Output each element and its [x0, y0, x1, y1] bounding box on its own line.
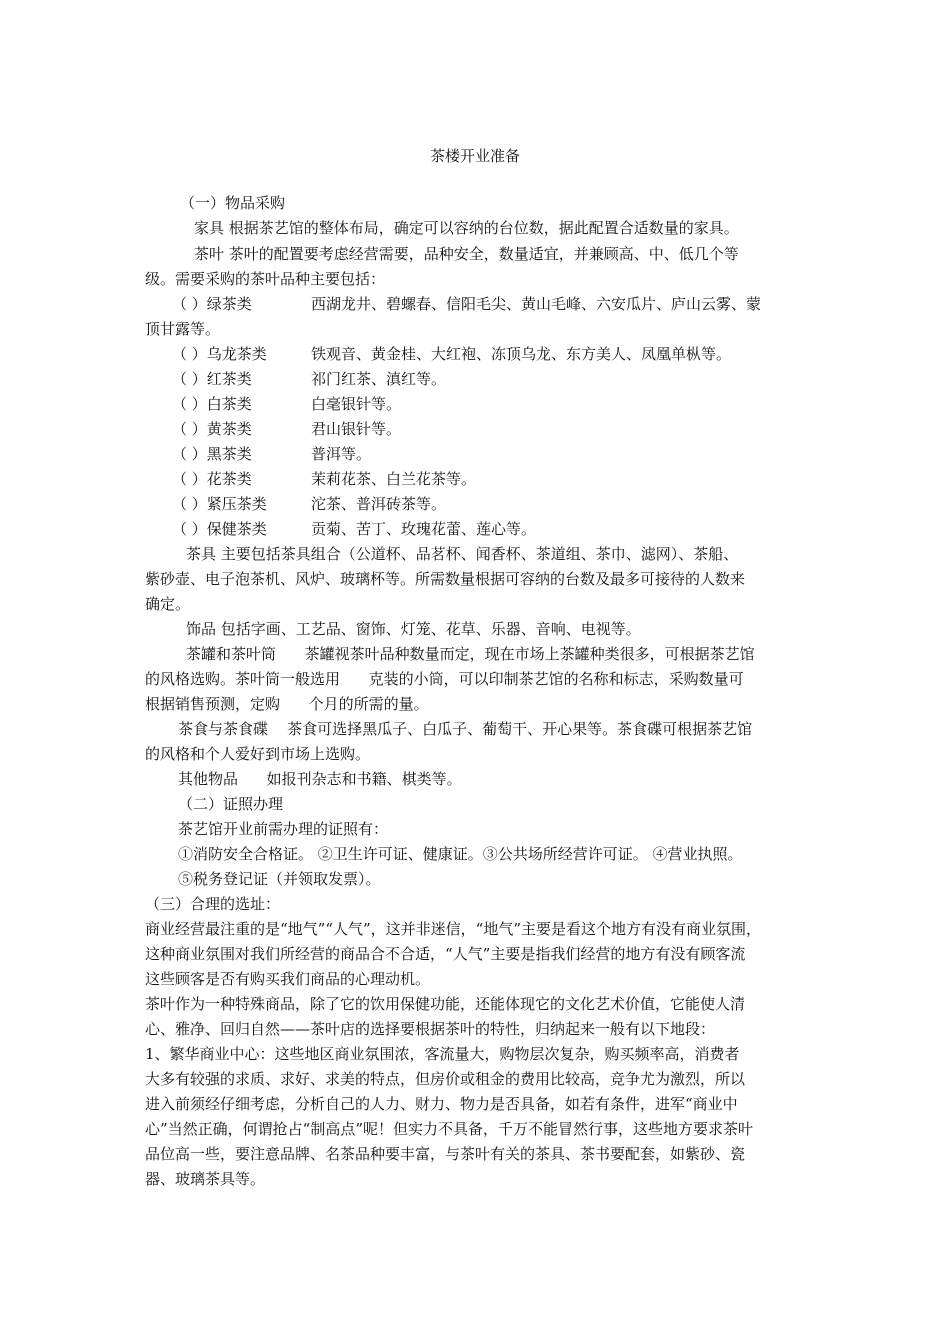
paragraph-teaware-line1: 茶具 主要包括茶具组合（公道杯、品茗杯、闻香杯、茶道组、茶巾、滤网）、茶船、	[186, 545, 739, 563]
paragraph-license-list1: ①消防安全合格证。 ②卫生许可证、健康证。③公共场所经营许可证。 ④营业执照。	[178, 845, 743, 863]
section-heading-purchasing: （一）物品采购	[180, 194, 286, 212]
tea-category-label: （ ）花茶类	[172, 470, 252, 488]
tea-category-items-continued: 顶甘露等。	[145, 320, 221, 338]
paragraph-tea-line1: 茶叶 茶叶的配置要考虑经营需要，品种安全，数量适宜，并兼顾高、中、低几个等	[194, 245, 739, 263]
tea-category-items: 普洱等。	[311, 445, 372, 463]
paragraph-decor: 饰品 包括字画、工艺品、窗饰、灯笼、花草、乐器、音响、电视等。	[186, 620, 641, 638]
paragraph-location-line: 茶叶作为一种特殊商品，除了它的饮用保健功能，还能体现它的文化艺术价值，它能使人清	[145, 995, 746, 1013]
paragraph-jar-line2: 的风格选购。茶叶筒一般选用 克装的小筒，可以印制茶艺馆的名称和标志，采购数量可	[145, 670, 744, 688]
paragraph-location-line: 品位高一些，要注意品牌、名茶品种要丰富，与茶叶有关的茶具、茶书要配套，如紫砂、瓷	[145, 1145, 746, 1163]
paragraph-tea-line2: 级。需要采购的茶叶品种主要包括：	[145, 270, 386, 288]
paragraph-location-line: 商业经营最注重的是“地气”“人气”，这并非迷信，“地气”主要是看这个地方有没有商业氛围，	[145, 920, 762, 938]
paragraph-license-list2: ⑤税务登记证（并领取发票）。	[178, 870, 381, 888]
paragraph-teaware-line2: 紫砂壶、电子泡茶机、风炉、玻璃杯等。所需数量根据可容纳的台数及最多可接待的人数来	[145, 570, 746, 588]
paragraph-jar-line1: 茶罐和茶叶筒 茶罐视茶叶品种数量而定，现在市场上茶罐种类很多，可根据茶艺馆	[186, 645, 755, 663]
paragraph-jar-line3: 根据销售预测，定购 个月的所需的量。	[145, 695, 429, 713]
paragraph-location-line: 心”当然正确，何谓抢占“制高点”呢！但实力不具备，千万不能冒然行事，这些地方要求茶叶	[145, 1120, 754, 1138]
paragraph-location-line: 这种商业氛围对我们所经营的商品合不合适，“人气”主要是指我们经营的地方有没有顾客流	[145, 945, 746, 963]
tea-category-label: （ ）红茶类	[172, 370, 252, 388]
paragraph-location-line: 1、繁华商业中心：这些地区商业氛围浓，客流量大，购物层次复杂，购买频率高，消费者	[145, 1045, 740, 1063]
paragraph-location-line: 进入前须经仔细考虑，分析自己的人力、财力、物力是否具备，如若有条件，进军“商业中	[145, 1095, 738, 1113]
paragraph-teaware-line3: 确定。	[145, 595, 191, 613]
tea-category-label: （ ）紧压茶类	[172, 495, 267, 513]
tea-category-items: 沱茶、普洱砖茶等。	[311, 495, 447, 513]
paragraph-location-line: 器、玻璃茶具等。	[145, 1170, 266, 1188]
tea-category-items: 铁观音、黄金桂、大红袍、冻顶乌龙、东方美人、凤凰单枞等。	[311, 345, 732, 363]
tea-category-items: 西湖龙井、碧螺春、信阳毛尖、黄山毛峰、六安瓜片、庐山云雾、蒙	[311, 295, 762, 313]
section-heading-licenses: （二）证照办理	[178, 795, 284, 813]
tea-category-label: （ ）白茶类	[172, 395, 252, 413]
document-title: 茶楼开业准备	[429, 147, 520, 165]
tea-category-items: 君山银针等。	[311, 420, 402, 438]
tea-category-items: 祁门红茶、滇红等。	[311, 370, 447, 388]
paragraph-other: 其他物品 如报刊杂志和书籍、棋类等。	[178, 770, 462, 788]
paragraph-furniture: 家具 根据茶艺馆的整体布局，确定可以容纳的台位数，据此配置合适数量的家具。	[194, 219, 739, 237]
paragraph-location-line: 这些顾客是否有购买我们商品的心理动机。	[145, 970, 431, 988]
paragraph-location-line: 大多有较强的求质、求好、求美的特点，但房价或租金的费用比较高，竞争尤为激烈，所以	[145, 1070, 746, 1088]
tea-category-label: （ ）绿茶类	[172, 295, 252, 313]
tea-category-items: 贡菊、苦丁、玫瑰花蕾、莲心等。	[311, 520, 537, 538]
tea-category-label: （ ）黄茶类	[172, 420, 252, 438]
section-heading-location: （三）合理的选址：	[145, 895, 281, 913]
tea-category-label: （ ）乌龙茶类	[172, 345, 267, 363]
tea-category-label: （ ）黑茶类	[172, 445, 252, 463]
paragraph-license-intro: 茶艺馆开业前需办理的证照有：	[178, 820, 389, 838]
paragraph-snack-line2: 的风格和个人爱好到市场上选购。	[145, 745, 371, 763]
tea-category-items: 白毫银针等。	[311, 395, 402, 413]
tea-category-items: 茉莉花茶、白兰花茶等。	[311, 470, 477, 488]
paragraph-location-line: 心、雅净、回归自然——茶叶店的选择要根据茶叶的特性，归纳起来一般有以下地段：	[145, 1020, 716, 1038]
paragraph-snack-line1: 茶食与茶食碟 茶食可选择黑瓜子、白瓜子、葡萄干、开心果等。茶食碟可根据茶艺馆	[178, 720, 753, 738]
tea-category-label: （ ）保健茶类	[172, 520, 267, 538]
